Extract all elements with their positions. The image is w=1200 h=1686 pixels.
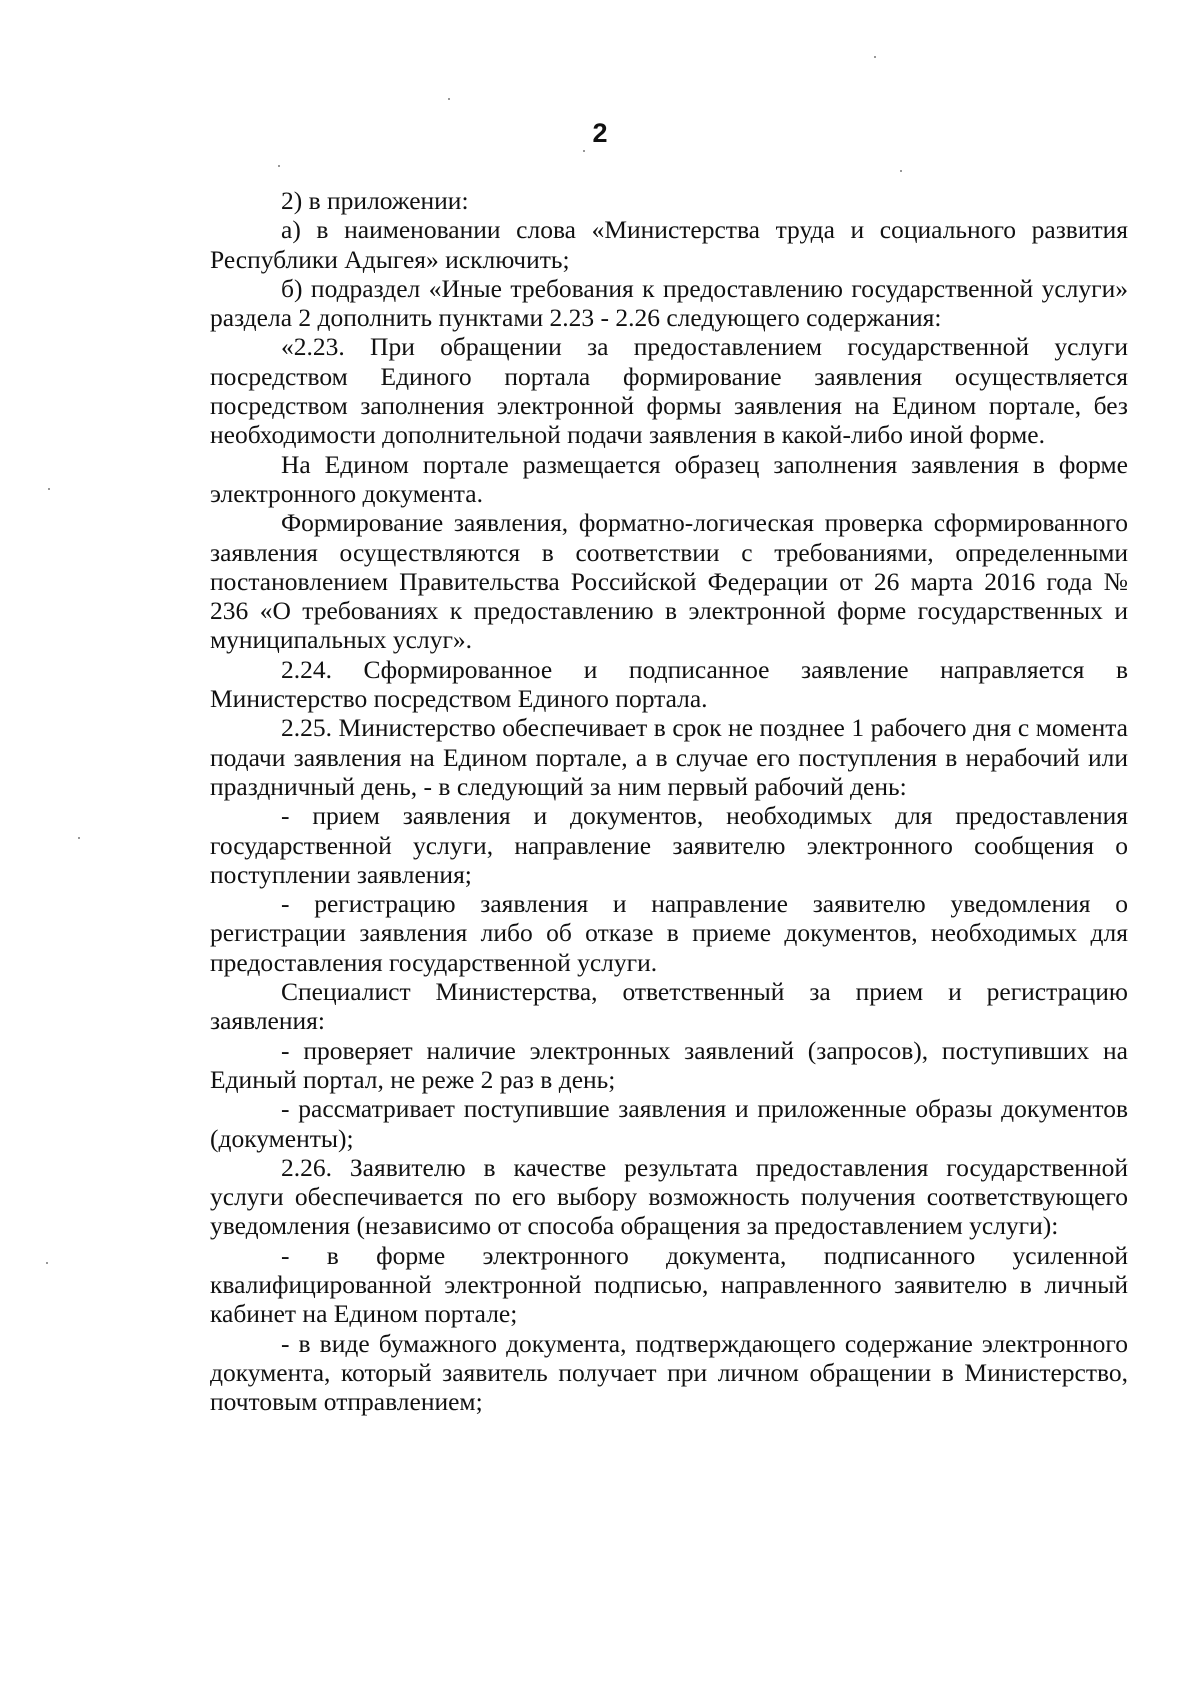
paragraph: - рассматривает поступившие заявления и приложенные образы документов (документы); — [210, 1094, 1128, 1153]
paragraph: - прием заявления и документов, необходимых для предоставления государственной услуги, направление заявителю электронного сообщения о поступлении заявления; — [210, 801, 1128, 889]
scan-speck — [583, 150, 585, 152]
scan-speck — [78, 837, 80, 839]
paragraph: - в виде бумажного документа, подтверждающего содержание электронного документа, который заявитель получает при личном обращении в Министерство, почтовым отправлением; — [210, 1328, 1128, 1417]
paragraph: 2.24. Сформированное и подписанное заявление направляется в Министерство посредством Единого портала. — [210, 654, 1128, 714]
paragraph: - регистрацию заявления и направление заявителю уведомления о регистрации заявления либо об отказе в приеме документов, необходимых для предоставления государственной услуги. — [210, 889, 1128, 977]
paragraph: «2.23. При обращении за предоставлением государственной услуги посредством Единого портала формирование заявления осуществляется посредством заполнения электронной формы заявления на Едином портале, без необходимости дополнительной подачи заявления в какой-либо иной форме. — [210, 332, 1128, 450]
paragraph: - проверяет наличие электронных заявлений (запросов), поступивших на Единый портал, не реже 2 раз в день; — [210, 1035, 1128, 1094]
paragraph: Специалист Министерства, ответственный за прием и регистрацию заявления: — [210, 977, 1128, 1036]
page-number: 2 — [592, 118, 608, 148]
scan-speck — [448, 98, 450, 100]
paragraph: а) в наименовании слова «Министерства труда и социального развития Республики Адыгея» исключить; — [210, 215, 1128, 274]
scan-speck — [278, 165, 280, 167]
scan-speck — [48, 488, 50, 490]
scan-speck — [900, 170, 902, 172]
paragraph: б) подраздел «Иные требования к предоставлению государственной услуги» раздела 2 дополнить пунктами 2.23 - 2.26 следующего содержания: — [210, 273, 1128, 333]
paragraph: Формирование заявления, форматно-логическая проверка сформированного заявления осуществляются в соответствии с требованиями, определенными постановлением Правительства Российской Федерации от 26 марта 2016 года № 236 «О требованиях к предоставлению в электронной форме государственных и муниципальных услуг». — [210, 508, 1128, 655]
paragraph: На Едином портале размещается образец заполнения заявления в форме электронного документа. — [210, 449, 1128, 508]
scan-speck — [46, 1262, 48, 1264]
scan-speck — [874, 56, 876, 58]
paragraph: - в форме электронного документа, подписанного усиленной квалифицированной электронной подписью, направленного заявителю в личный кабинет на Едином портале; — [210, 1240, 1128, 1329]
document-body — [210, 186, 1128, 1416]
paragraph: 2) в приложении: — [281, 186, 469, 215]
paragraph: 2.26. Заявителю в качестве результата предоставления государственной услуги обеспечивается по его выбору возможность получения соответствующего уведомления (независимо от способа обращения за предоставлением услуги): — [210, 1152, 1128, 1241]
paragraph: 2.25. Министерство обеспечивает в срок не позднее 1 рабочего дня с момента подачи заявления на Едином портале, а в случае его поступления в нерабочий или праздничный день, - в следующий за ним первый рабочий день: — [210, 713, 1128, 801]
